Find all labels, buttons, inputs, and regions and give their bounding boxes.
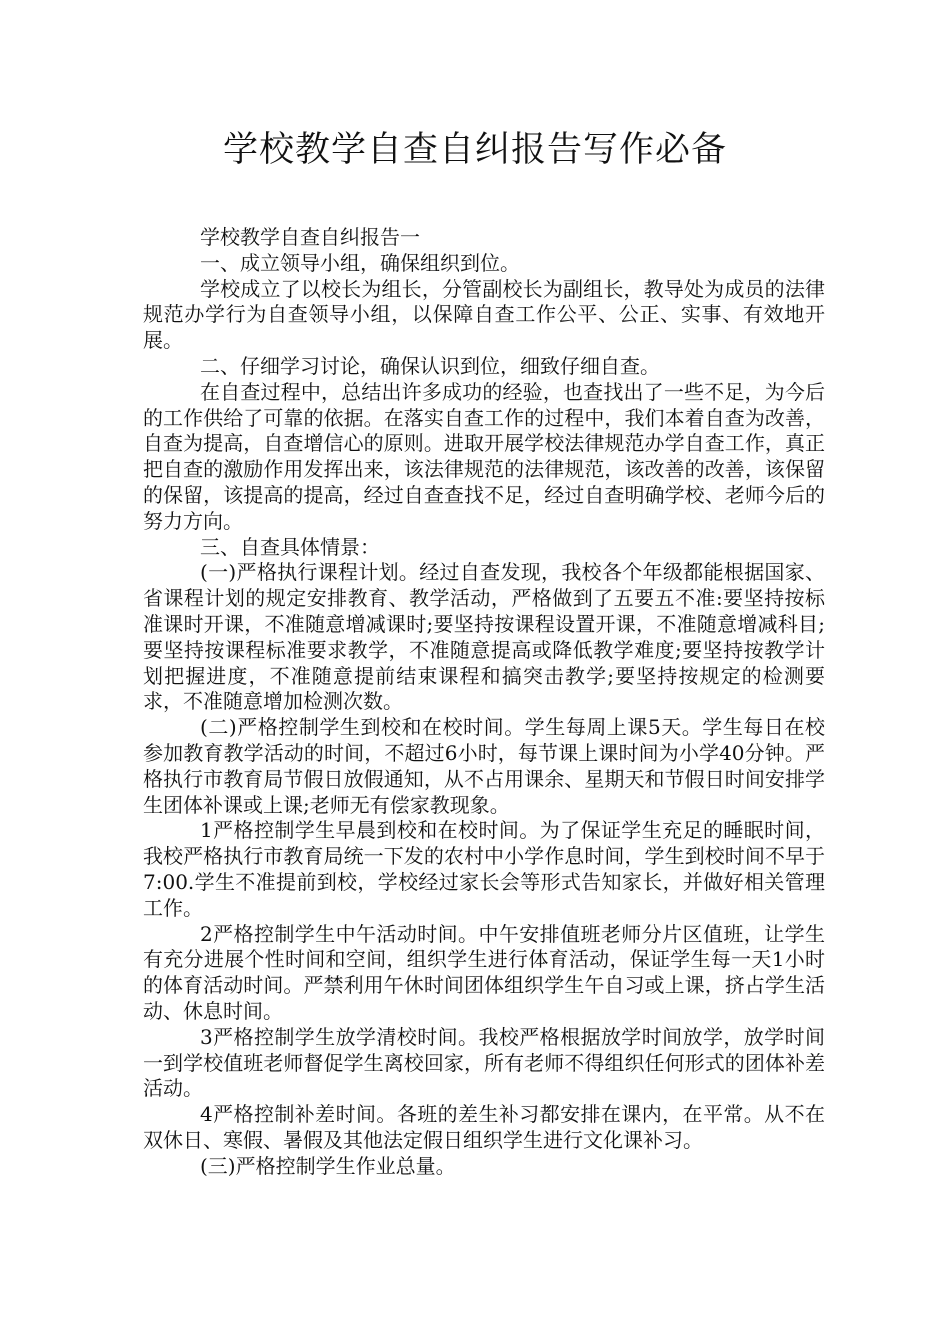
paragraph-section-1-heading: 一、成立领导小组，确保组织到位。 (200, 250, 520, 275)
paragraph-section-2-heading: 二、仔细学习讨论，确保认识到位，细致仔细自查。 (200, 353, 660, 378)
document-title: 学校教学自查自纠报告写作必备 (222, 130, 727, 170)
paragraph-subitem-1: 1严格控制学生早晨到校和在校时间。为了保证学生充足的睡眠时间，我校严格执行市教育局统一下发的农村中小学作息时间，学生到校时间不早于7:00.学生不准提前到校，学校经过家长会等形式告知家长，并做好相关管理工作。 (143, 818, 825, 920)
paragraph-subitem-4: 4严格控制补差时间。各班的差生补习都安排在课内，在平常。从不在双休日、寒假、暑假及其他法定假日组织学生进行文化课补习。 (143, 1102, 825, 1152)
paragraph-section-1-body: 学校成立了以校长为组长，分管副校长为副组长，教导处为成员的法律规范办学行为自查领导小组，以保障自查工作公平、公正、实事、有效地开展。 (143, 276, 825, 353)
paragraph-item-1: (一)严格执行课程计划。经过自查发现，我校各个年级都能根据国家、省课程计划的规定安排教育、教学活动，严格做到了五要五不准:要坚持按标准课时开课，不准随意增减课时;要坚持按课程设置开课，不准随意增减科目;要坚持按课程标准要求教学，不准随意提高或降低教学难度;要坚持按教学计划把握进度，不准随意提前结束课程和搞突击教学;要坚持按规定的检测要求，不准随意增加检测次数。 (143, 560, 825, 714)
paragraph-subitem-3: 3严格控制学生放学清校时间。我校严格根据放学时间放学，放学时间一到学校值班老师督促学生离校回家，所有老师不得组织任何形式的团体补差活动。 (143, 1024, 825, 1101)
paragraph-section-2-body: 在自查过程中，总结出许多成功的经验，也查找出了一些不足，为今后的工作供给了可靠的依据。在落实自查工作的过程中，我们本着自查为改善，自查为提高，自查增信心的原则。进取开展学校法律规范办学自查工作，真正把自查的激励作用发挥出来，该法律规范的法律规范，该改善的改善，该保留的保留，该提高的提高，经过自查查找不足，经过自查明确学校、老师今后的努力方向。 (143, 379, 825, 533)
paragraph-subitem-2: 2严格控制学生中午活动时间。中午安排值班老师分片区值班，让学生有充分进展个性时间和空间，组织学生进行体育活动，保证学生每一天1小时的体育活动时间。严禁利用午休时间团体组织学生午自习或上课，挤占学生活动、休息时间。 (143, 921, 825, 1023)
paragraph-item-3: (三)严格控制学生作业总量。 (200, 1153, 456, 1178)
document-body (143, 225, 825, 1179)
paragraph-item-2: (二)严格控制学生到校和在校时间。学生每周上课5天。学生每日在校参加教育教学活动的时间，不超过6小时，每节课上课时间为小学40分钟。严格执行市教育局节假日放假通知，从不占用课余、星期天和节假日时间安排学生团体补课或上课;老师无有偿家教现象。 (143, 715, 825, 817)
paragraph-report-heading: 学校教学自查自纠报告一 (200, 225, 420, 249)
paragraph-section-3-heading: 三、自查具体情景： (200, 534, 380, 559)
